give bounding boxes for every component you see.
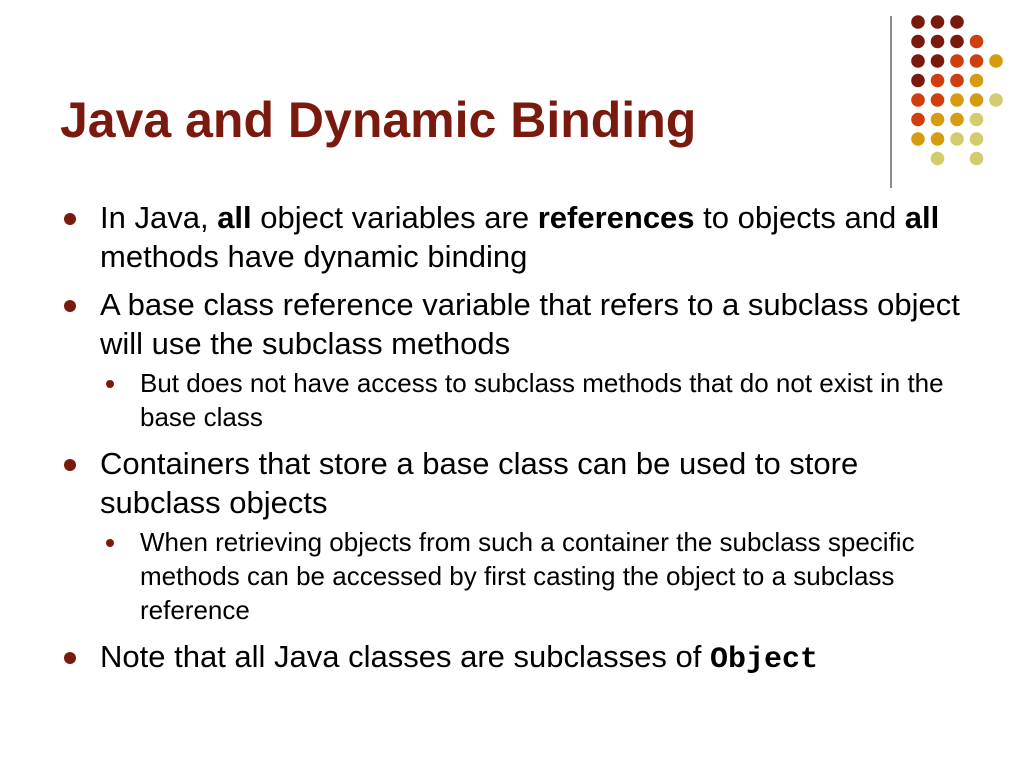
bullet-list [60, 198, 980, 689]
emphasis-all: all [904, 200, 940, 235]
sub-bullet-dot [106, 539, 114, 547]
decorative-dot [950, 113, 964, 127]
bullet-item [60, 285, 980, 363]
decorative-dot [911, 132, 925, 146]
decorative-dot [911, 113, 925, 127]
decorative-dot [931, 152, 945, 166]
bullet-dot [64, 459, 76, 471]
bullet-text [100, 200, 939, 274]
code-object: Object [709, 643, 818, 677]
bullet-item [60, 444, 980, 522]
decorative-dot [950, 15, 964, 29]
bullet-item [60, 637, 980, 680]
decorative-dot [970, 113, 984, 127]
decorative-dot [911, 93, 925, 107]
decorative-dot [950, 74, 964, 88]
decorative-dot [931, 93, 945, 107]
decorative-dot [911, 15, 925, 29]
decorative-dot [931, 113, 945, 127]
decorative-dot [911, 74, 925, 88]
decorative-dot [950, 35, 964, 49]
decorative-dot [970, 132, 984, 146]
decorative-dot [911, 54, 925, 68]
bullet-text: Containers that store a base class can be used to store subclass objects [100, 446, 859, 520]
decorative-dot [989, 93, 1003, 107]
decorative-dot [931, 15, 945, 29]
vertical-divider [890, 16, 892, 188]
sub-bullet-text: When retrieving objects from such a container the subclass specific methods can be accessed by first casting the object to a subclass reference [140, 527, 915, 625]
decorative-dot [970, 54, 984, 68]
decorative-dot [970, 152, 984, 166]
text-run: methods have dynamic binding [100, 239, 528, 274]
decorative-dot [931, 54, 945, 68]
sub-bullet-text: But does not have access to subclass methods that do not exist in the base class [140, 368, 944, 432]
decorative-dot [931, 74, 945, 88]
decorative-dot [970, 35, 984, 49]
bullet-dot [64, 300, 76, 312]
sub-bullet-item [60, 366, 980, 434]
text-run: Note that all Java classes are subclasses of [100, 639, 710, 674]
bullet-text: A base class reference variable that refers to a subclass object will use the subclass methods [100, 287, 960, 361]
decorative-dot [950, 93, 964, 107]
decorative-dot [970, 93, 984, 107]
sub-bullet-dot [106, 380, 114, 388]
bullet-dot [64, 213, 76, 225]
text-run: In Java, [100, 200, 218, 235]
bullet-dot [64, 652, 76, 664]
bullet-text [100, 639, 818, 677]
decorative-dot [931, 35, 945, 49]
emphasis-references: references [537, 200, 695, 235]
decorative-dot [931, 132, 945, 146]
decorative-dot [950, 54, 964, 68]
text-run: object variables are [251, 200, 538, 235]
text-run: to objects and [694, 200, 905, 235]
decorative-dot [911, 35, 925, 49]
decorative-dot [989, 54, 1003, 68]
bullet-item [60, 198, 980, 276]
emphasis-all: all [217, 200, 252, 235]
decorative-dot [950, 132, 964, 146]
slide-title: Java and Dynamic Binding [60, 92, 697, 148]
sub-bullet-item [60, 525, 980, 627]
decorative-dot [970, 74, 984, 88]
